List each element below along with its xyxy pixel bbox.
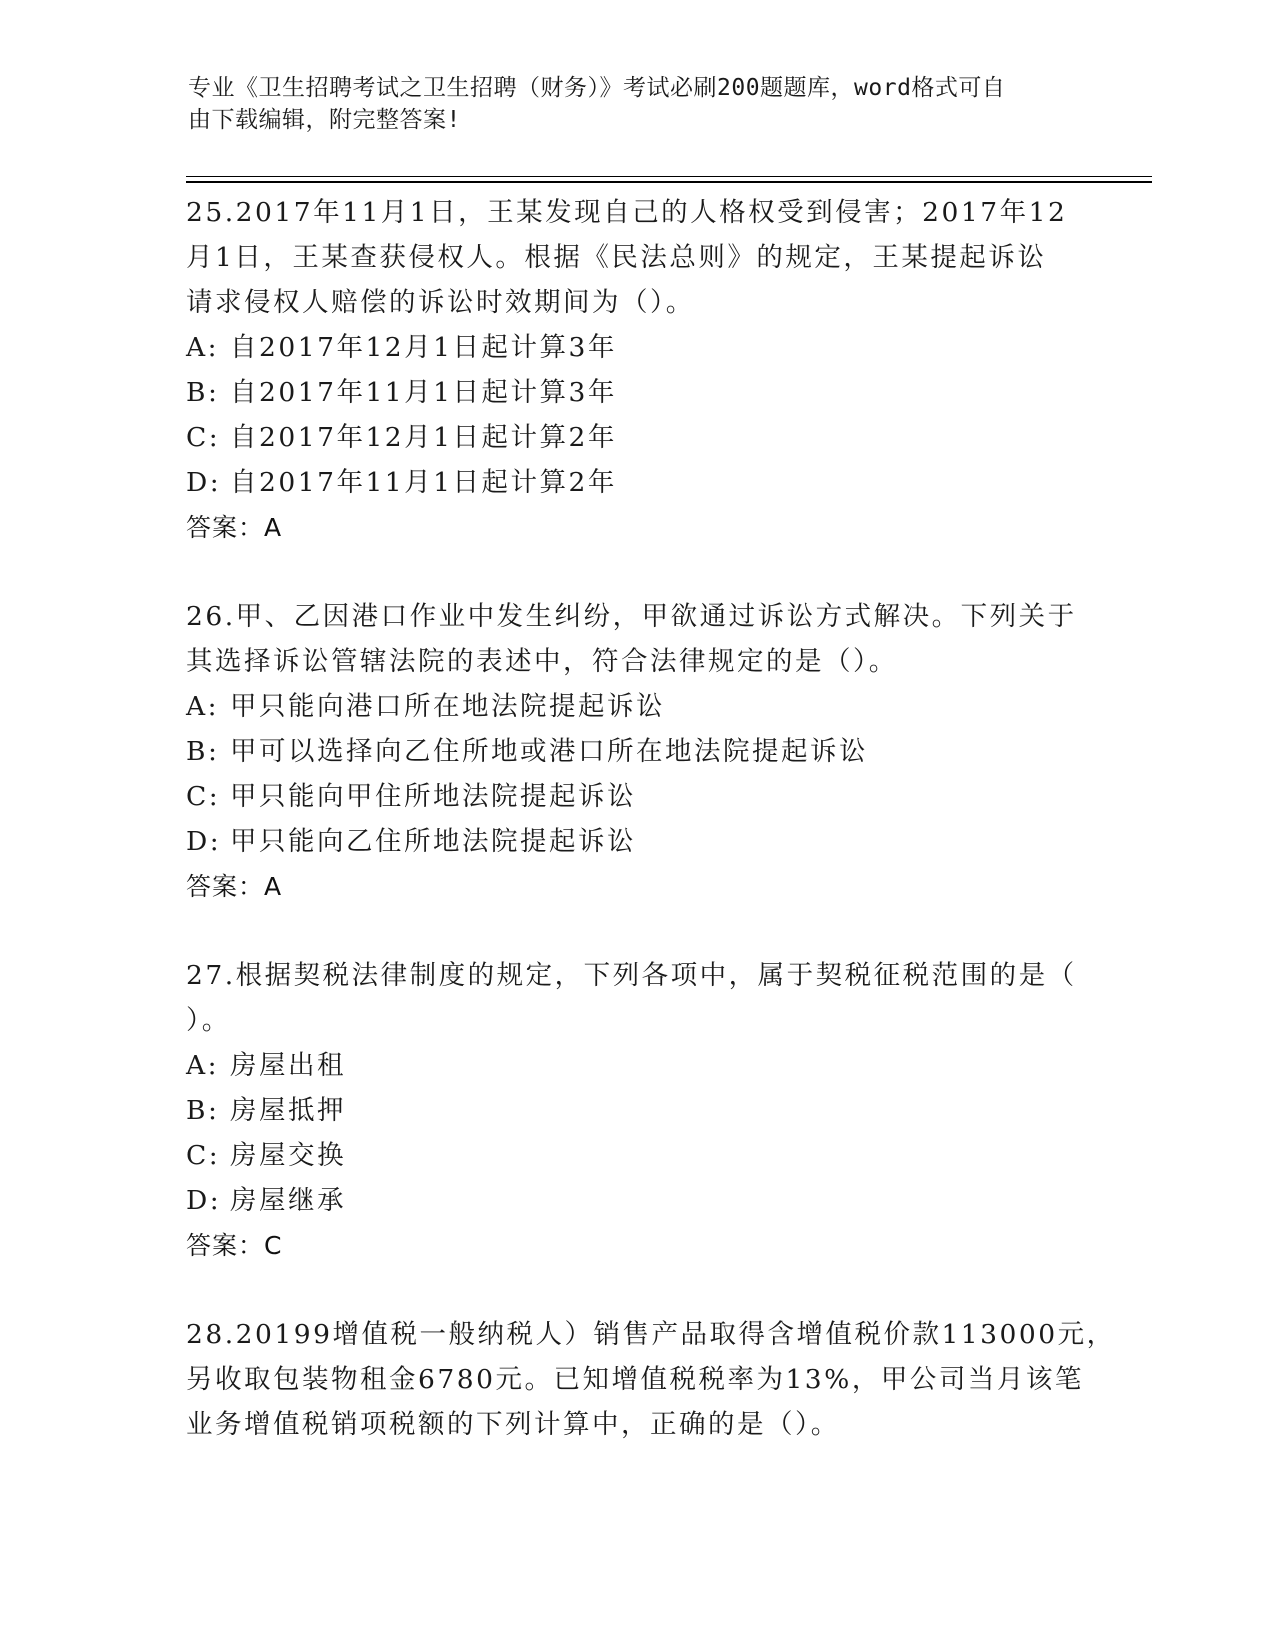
question-stem-line: 28.20199增值税一般纳税人）销售产品取得含增值税价款113000元， — [186, 1319, 1116, 1350]
document-header — [188, 72, 1088, 136]
option-key: D: — [186, 467, 222, 498]
option-d — [186, 819, 1086, 864]
question-stem-line: 其选择诉讼管辖法院的表述中，符合法律规定的是（）。 — [186, 646, 898, 677]
question-27 — [186, 953, 1086, 1268]
header-line-1: 专业《卫生招聘考试之卫生招聘（财务）》考试必刷200题题库，word格式可自 — [188, 75, 1006, 101]
answer-line: 答案：A — [186, 513, 283, 542]
option-c — [186, 774, 1086, 819]
header-divider-thin — [186, 176, 1152, 177]
option-text: 甲只能向港口所在地法院提起诉讼 — [230, 691, 665, 722]
answer-line: 答案：A — [186, 872, 283, 901]
option-b — [186, 1088, 1086, 1133]
option-key: C: — [186, 1140, 221, 1171]
option-text: 自2017年12月1日起计算3年 — [230, 332, 617, 363]
option-key: A: — [186, 691, 220, 722]
option-a — [186, 1043, 1086, 1088]
option-key: D: — [186, 1185, 222, 1216]
option-text: 房屋继承 — [230, 1185, 346, 1216]
option-text: 甲可以选择向乙住所地或港口所在地法院提起诉讼 — [230, 736, 868, 767]
question-stem-line: 月1日，王某查获侵权人。根据《民法总则》的规定，王某提起诉讼 — [186, 242, 1047, 273]
question-stem-line: 业务增值税销项税额的下列计算中，正确的是（）。 — [186, 1409, 840, 1440]
option-text: 甲只能向乙住所地法院提起诉讼 — [230, 826, 636, 857]
question-stem-line: ）。 — [186, 1005, 231, 1036]
question-stem-line: 25.2017年11月1日，王某发现自己的人格权受到侵害；2017年12 — [186, 197, 1068, 228]
option-key: C: — [186, 781, 221, 812]
option-key: A: — [186, 1050, 220, 1081]
option-text: 自2017年11月1日起计算3年 — [230, 377, 617, 408]
option-b — [186, 370, 1086, 415]
question-28 — [186, 1312, 1116, 1447]
answer-line: 答案：C — [186, 1231, 283, 1260]
option-key: C: — [186, 422, 221, 453]
question-25 — [186, 190, 1086, 550]
question-stem-line: 另收取包装物租金6780元。已知增值税税率为13%，甲公司当月该笔 — [186, 1364, 1084, 1395]
option-key: B: — [186, 1095, 220, 1126]
option-key: A: — [186, 332, 220, 363]
option-a — [186, 325, 1086, 370]
option-key: D: — [186, 826, 222, 857]
option-key: B: — [186, 736, 220, 767]
option-text: 房屋交换 — [230, 1140, 346, 1171]
question-stem-line: 请求侵权人赔偿的诉讼时效期间为（）。 — [186, 287, 695, 318]
question-stem-line: 26.甲、乙因港口作业中发生纠纷，甲欲通过诉讼方式解决。下列关于 — [186, 601, 1077, 632]
option-text: 房屋出租 — [230, 1050, 346, 1081]
option-text: 房屋抵押 — [230, 1095, 346, 1126]
option-c — [186, 415, 1086, 460]
option-b — [186, 729, 1086, 774]
header-divider-thick — [186, 181, 1152, 183]
option-text: 自2017年12月1日起计算2年 — [230, 422, 617, 453]
option-text: 甲只能向甲住所地法院提起诉讼 — [230, 781, 636, 812]
option-a — [186, 684, 1086, 729]
header-line-2: 由下载编辑，附完整答案! — [188, 107, 461, 133]
option-key: B: — [186, 377, 220, 408]
option-text: 自2017年11月1日起计算2年 — [230, 467, 617, 498]
question-list — [186, 190, 1116, 1491]
question-stem-line: 27.根据契税法律制度的规定，下列各项中，属于契税征税范围的是（ — [186, 960, 1077, 991]
option-d — [186, 460, 1086, 505]
option-d — [186, 1178, 1086, 1223]
option-c — [186, 1133, 1086, 1178]
question-26 — [186, 594, 1086, 909]
